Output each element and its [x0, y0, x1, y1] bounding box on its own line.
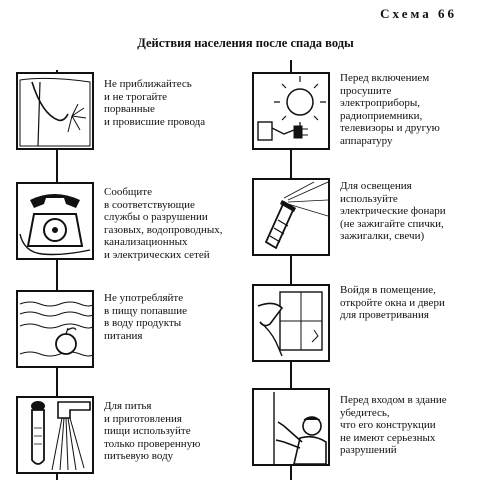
person-wall-icon	[252, 388, 330, 466]
caption-check-building: Перед входом в здание убедитесь, что его конструкции не имеют серьезных разрушений	[340, 394, 447, 456]
flashlight-icon	[252, 178, 330, 256]
flooded-apple-icon	[16, 290, 94, 368]
caption-report-damage: Сообщите в соответствующие службы о разрушении газовых, водопроводных, канализационных и электрических сетей	[104, 186, 223, 261]
sun-plug-icon	[252, 72, 330, 150]
broken-wire-icon	[16, 72, 94, 150]
page-title: Действия населения после спада воды	[137, 36, 354, 50]
tap-water-icon	[16, 396, 94, 474]
telephone-icon	[16, 182, 94, 260]
caption-dry-appliances: Перед включением просушите электроприборы, радиоприемники, телевизоры и другую аппаратуру	[340, 72, 440, 147]
caption-broken-wires: Не приближайтесь и не трогайте порванные и провисшие провода	[104, 78, 206, 128]
open-window-icon	[252, 284, 330, 362]
caption-no-flooded-food: Не употребляйте в пищу попавшие в воду продукты питания	[104, 292, 188, 342]
caption-drinking-water: Для питья и приготовления пищи используйте только проверенную питьевую воду	[104, 400, 201, 462]
scheme-label: Схема 66	[380, 6, 457, 21]
caption-use-flashlights: Для освещения используйте электрические фонари (не зажигайте спички, зажигалки, свечи)	[340, 180, 446, 242]
caption-ventilate: Войдя в помещение, откройте окна и двери для проветривания	[340, 284, 445, 321]
